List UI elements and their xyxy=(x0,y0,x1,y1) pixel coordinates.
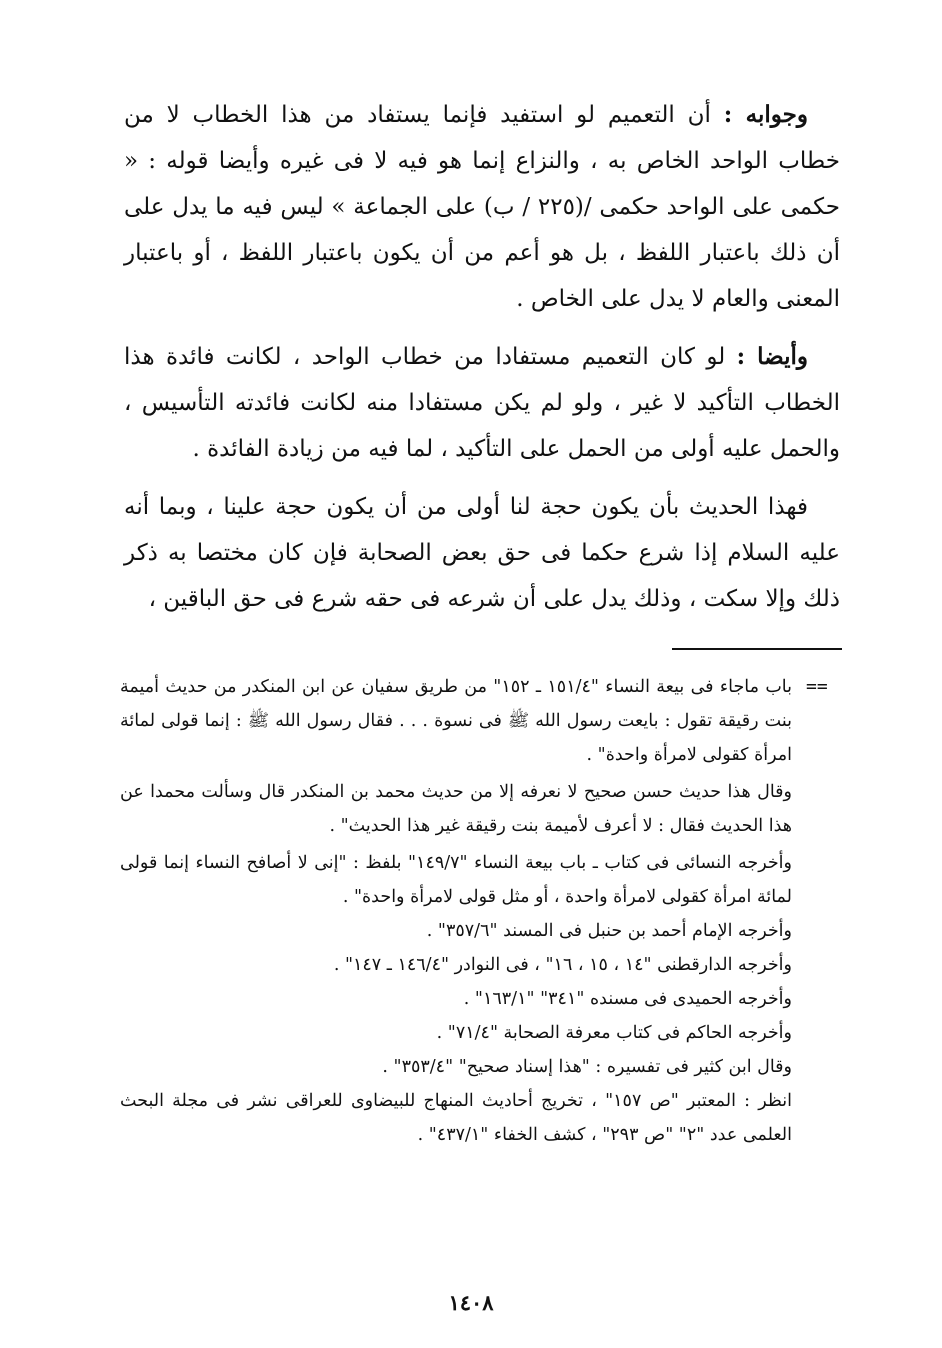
footnote-item: وأخرجه الحاكم فى كتاب معرفة الصحابة "٧١/٤" . xyxy=(436,1023,792,1043)
paragraph-conclusion xyxy=(124,484,840,622)
footnote-item: وأخرجه النسائى فى كتاب ـ باب بيعة النساء "١٤٩/٧" بلفظ : "إنى لا أصافح النساء إنما قولى لمائة امرأة كقولى لامرأة واحدة ، أو مثل قولى لامرأة واحدة" . xyxy=(120,853,793,907)
footnote-continuation-marker: == xyxy=(806,676,828,697)
paragraph-text: أن التعميم لو استفيد فإنما يستفاد من هذا الخطاب لا من خطاب الواحد الخاص به ، والنزاع إنما هو فيه لا فى غيره وأيضا قوله : « حكمى على الواحد حكمى /(٢٢٥ / ب) على الجماعة » ليس فيه ما يدل على أن ذلك باعتبار اللفظ ، بل هو أعم من أن يكون باعتبار اللفظ ، أو باعتبار المعنى والعام لا يدل على الخاص . xyxy=(124,102,840,312)
paragraph-text: فهذا الحديث بأن يكون حجة لنا أولى من أن يكون حجة علينا ، وبما أنه عليه السلام إذا شرع حكما فى حق بعض الصحابة فإن كان مختصا به ذكر ذلك وإلا سكت ، وذلك يدل على أن شرعه فى حقه شرع فى حق الباقين ، xyxy=(124,494,840,612)
footnote-item: وقال هذا حديث حسن صحيح لا نعرفه إلا من حديث محمد بن المنكدر قال وسألت محمدا عن هذا الحديث فقال : لا أعرف لأميمة بنت رقيقة غير هذا الحديث" . xyxy=(120,782,792,836)
footnote-item: باب ماجاء فى بيعة النساء "١٥١/٤ ـ ١٥٢" من طريق سفيان عن ابن المنكدر من حديث أميمة بنت رقيقة تقول : بايعت رسول الله ﷺ فى نسوة . . . فقال رسول الله ﷺ : إنما قولى لمائة امرأة كقولى لامرأة واحدة" . xyxy=(120,677,792,765)
paragraph-answer xyxy=(124,92,840,322)
paragraph-also xyxy=(124,334,840,472)
page-number: ١٤٠٨ xyxy=(448,1290,494,1315)
paragraph-lead: وأيضا : xyxy=(736,343,808,370)
paragraph-text: لو كان التعميم مستفادا من خطاب الواحد ، لكانت فائدة هذا الخطاب التأكيد لا غير ، ولو لم يكن مستفادا منه لكانت فائدته التأسيس ، والحمل عليه أولى من الحمل على التأكيد ، لما فيه من زيادة الفائدة . xyxy=(124,344,840,462)
footnote-item: انظر : المعتبر "ص ١٥٧" ، تخريج أحاديث المنهاج للبيضاوى للعراقى نشر فى مجلة البحث العلمى عدد "٢" "ص ٢٩٣" ، كشف الخفاء "٤٣٧/١" . xyxy=(120,1091,792,1145)
footnote-item: وأخرجه الدارقطنى "١٤ ، ١٥ ، ١٦" ، فى النوادر "١٤٦/٤ ـ ١٤٧" . xyxy=(333,955,792,975)
footnote-item: وأخرجه الحميدى فى مسنده "٣٤١" "١٦٣/١" . xyxy=(463,989,792,1009)
main-text xyxy=(124,92,840,634)
paragraph-lead: وجوابه : xyxy=(723,101,808,128)
footnote-separator xyxy=(672,648,842,650)
footnotes xyxy=(120,670,792,1152)
footnote-item: وأخرجه الإمام أحمد بن حنبل فى المسند "٣٥٧/٦" . xyxy=(426,921,792,941)
footnote-item: وقال ابن كثير فى تفسيره : "هذا إسناد صحيح" "٣٥٣/٤" . xyxy=(382,1057,792,1077)
